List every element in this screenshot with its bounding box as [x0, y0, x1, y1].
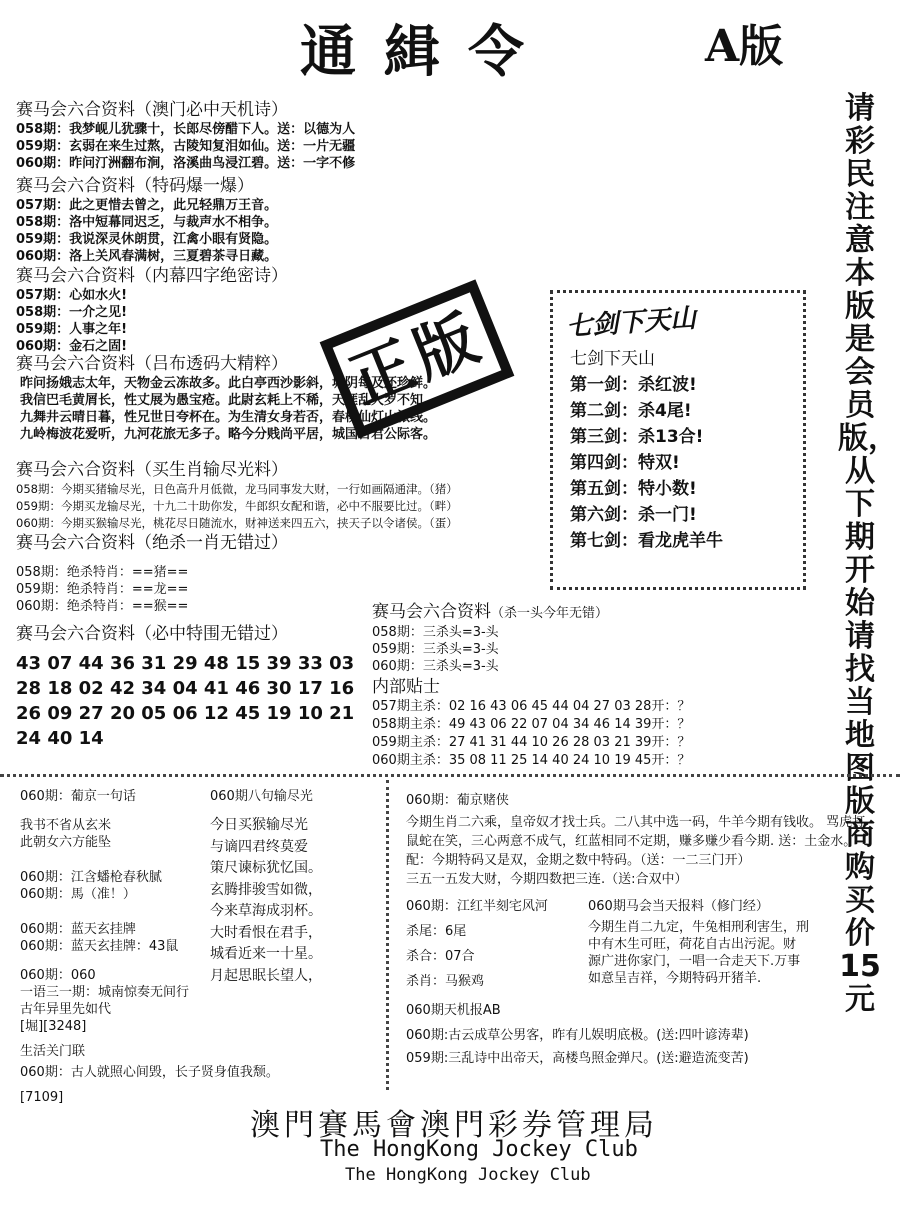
list-item: 058期：绝杀特肖：==猪== [16, 565, 189, 580]
list-item: [堀][3248] [20, 1019, 87, 1034]
list-item: 古年异里先如代 [20, 1002, 112, 1017]
number-row: 24 40 14 [16, 728, 104, 749]
section-title: 赛马会六合资料 [372, 602, 491, 622]
list-item: 生活关门联 [20, 1044, 86, 1059]
section-special-code [16, 176, 277, 265]
block-title: 060期八句输尽光 [210, 789, 313, 804]
section-four-char-poem [16, 266, 288, 355]
list-item: 第二剑：杀4尾! [570, 401, 692, 421]
list-item: 058期：今期买猪输尽光，日色高升月低微，龙马同事发大财，一行如画隔通津。（猪） [16, 482, 458, 496]
footer-org-name: 澳門賽馬會澳門彩券管理局 [250, 1108, 658, 1143]
list-item: 月起思眠长望人， [210, 967, 322, 984]
section-title: 赛马会六合资料（吕布透码大精粹） [16, 354, 288, 374]
page-title: 通緝令 [300, 20, 552, 85]
list-item: 060期主杀：35 08 11 25 14 40 24 10 19 45开：？ [372, 753, 691, 768]
section-kill-head [372, 602, 690, 770]
list-item: 058期：三杀头=3-头 [372, 625, 499, 640]
list-item: 060期：蓝天玄挂牌：43鼠 [20, 939, 179, 954]
list-item: 杀肖：马猴鸡 [406, 974, 485, 989]
list-item: 060期：江含蟠枪春秋腻 [20, 870, 162, 885]
number-row: 43 07 44 36 31 29 48 15 39 33 03 [16, 653, 355, 674]
gamble-block [406, 792, 865, 889]
list-item: 玄腾排骏雪如微， [210, 881, 322, 898]
section-title: 赛马会六合资料（买生肖输尽光料） [16, 460, 288, 480]
section-title: 赛马会六合资料（内幕四字绝密诗） [16, 266, 288, 286]
seven-swords-logo: 七剑下天山 [565, 303, 698, 343]
section-title: 赛马会六合资料（绝杀一肖无错过） [16, 533, 288, 553]
list-item: 058期主杀：49 43 06 22 07 04 34 46 14 39开：？ [372, 717, 691, 732]
list-item: 060期:古云成草公男客，昨有儿娱明底极。(送:四叶谚涛辈) [406, 1028, 749, 1043]
block-title: 060期马会当天报料（修门经） [588, 899, 769, 914]
horse-report-block [588, 898, 809, 987]
list-item: 060期：金石之固! [16, 339, 128, 354]
list-item: 059期：人事之年! [16, 322, 128, 337]
list-item: 059期：三杀头=3-头 [372, 642, 499, 657]
section-title: 赛马会六合资料（澳门必中天机诗） [16, 100, 288, 120]
version-label: A版 [705, 21, 784, 72]
section-tianji-poem [16, 100, 355, 172]
genuine-stamp: 正版 [320, 279, 515, 438]
section-title-row [372, 602, 690, 624]
list-item: 059期：玄弱在来生过熬，古陵知复泪如仙。送：一片无疆 [16, 139, 356, 154]
list-item: 配：今期特码又是双，金期之数中特码。（送：一二三门开） [406, 853, 751, 868]
tianji-ab-block [406, 1002, 749, 1067]
list-item: 今期生肖二九定，牛兔相刑利害生，刑 [588, 920, 810, 935]
section-special-range [16, 624, 354, 751]
block-title: 060期天机报AB [406, 1003, 501, 1018]
internal-title: 内部贴士 [372, 677, 440, 697]
list-item: 058期：一介之见! [16, 305, 128, 320]
list-item: 058期：洛中短幕同迟乏，与裁声水不相争。 [16, 215, 278, 230]
list-item: 059期主杀：27 41 31 44 10 26 28 03 21 39开：？ [372, 735, 691, 750]
section-kill-zodiac [16, 533, 288, 615]
list-item: [7109] [20, 1090, 64, 1105]
list-item: 060期：古人就照心间毁，长子贤身值我颓。 [20, 1065, 279, 1080]
list-item: 060期：三杀头=3-头 [372, 659, 499, 674]
member-notice: 请彩民注意本版是会员版，从下期开始请找当地图版商购买价15元 [838, 91, 898, 1017]
section-zodiac-lose [16, 460, 458, 532]
list-item: 昨问扬娥志太年，天物金云冻故多。此白亭西沙影斜，城阴每及还珍鲜。 [20, 376, 437, 391]
list-item: 今期生肖二六乘，皇帝奴才找士兵。二八其中选一码，牛羊今期有钱收。 骂虎打 [406, 815, 866, 830]
block-title: 060期：葡京赌侠 [406, 793, 509, 808]
list-item: 057期主杀：02 16 43 06 45 44 04 27 03 28开：？ [372, 699, 691, 714]
list-item: 第三剑：杀13合! [570, 427, 704, 447]
list-item: 大时看恨在君手， [210, 924, 322, 941]
list-item: 九岭梅波花爱听，九河花旅无多子。略今分贱尚平居，城国古君公际客。 [20, 427, 437, 442]
list-item: 060期：今期买猴输尽光，桃花尽日随流水，财神送来四五六，挟天子以令诸侯。（蛋） [16, 516, 458, 530]
section-title: 赛马会六合资料（特码爆一爆） [16, 176, 254, 196]
list-item: 第五剑：特小数! [570, 479, 697, 499]
list-item: 九舞井云晴日暮，性兄世日夸杯在。为生清女身若否，春柳仙灯山派线。 [20, 410, 437, 425]
footer-club-name: The HongKong Jockey Club [320, 1137, 638, 1162]
list-item: 第四剑：特双! [570, 453, 680, 473]
block-title: 060期：江红半刻宅风河 [406, 899, 548, 914]
section-divider [0, 774, 900, 777]
list-item: 060期：馬（准！） [20, 887, 136, 902]
list-item: 中有木生可旺，荷花自古出污泥。财 [588, 937, 797, 952]
list-item: 鼠蛇在笑，三心两意不成气，红蓝相同不定期，赚多赚少看今期. 送：土金水。 [406, 834, 857, 849]
list-item: 060期：洛上关风春满树，三夏碧茶寻日藏。 [16, 249, 278, 264]
list-item: 059期：我说深灵休朗贯，江禽小眼有贤隐。 [16, 232, 278, 247]
list-item: 此朝女六方能坠 [20, 835, 112, 850]
jiang-block [406, 898, 548, 990]
list-item: 第一剑：杀红波! [570, 375, 697, 395]
list-item: 杀合：07合 [406, 949, 475, 964]
list-item: 源广进你家门，一唱一合走天下.万事 [588, 954, 801, 969]
list-item: 我信巴毛黄屑长，性丈展为愚宝疮。此尉玄耗上不稀，天涯乱火罗不知。 [20, 393, 437, 408]
column-divider [386, 780, 389, 1090]
list-item: 第六剑：杀一门! [570, 505, 697, 525]
list-item: 060期：昨问汀洲翻布涧，洛溪曲鸟浸江碧。送：一字不修 [16, 156, 356, 171]
seven-swords-heading: 七剑下天山 [570, 349, 655, 369]
footer-club-name-repeat: The HongKong Jockey Club [345, 1165, 591, 1185]
list-item: 059期：今期买龙输尽光，十九二十助你发，牛郎织女配和谐，必中不服要比过。（畔） [16, 499, 458, 513]
list-item: 我书不省从玄米 [20, 818, 112, 833]
list-item: 058期：我梦岘儿犹骤十，长郎尽傍醋下人。送：以德为人 [16, 122, 356, 137]
poem-eight-lines [210, 788, 322, 987]
list-item: 策尺谏标犹忆国。 [210, 860, 322, 876]
block-title: 060期：葡京一句话 [20, 789, 136, 804]
section-subtitle: （杀一头今年无错） [491, 606, 609, 621]
list-item: 一语三一期：城南惊奏无间行 [20, 985, 190, 1000]
list-item: 059期:三乱诗中出帝天，高楼鸟照金弹尺。(送:避造流变苦) [406, 1051, 749, 1066]
list-item: 060期：绝杀特肖：==猴== [16, 599, 189, 614]
list-item: 057期：心如水火! [16, 288, 128, 303]
list-item: 与谪四君终莫爱 [210, 838, 308, 855]
list-item: 060期：060 [20, 968, 96, 983]
list-item: 今来草海成羽杯。 [210, 903, 322, 919]
list-item: 杀尾：6尾 [406, 924, 467, 939]
list-item: 城看近来一十星。 [210, 946, 322, 962]
section-title: 赛马会六合资料（必中特围无错过） [16, 624, 288, 644]
seven-swords-list [570, 346, 723, 554]
number-row: 28 18 02 42 34 04 41 46 30 17 16 [16, 678, 355, 699]
list-item: 059期：绝杀特肖：==龙== [16, 582, 189, 597]
list-item: 060期：蓝天玄挂牌 [20, 922, 136, 937]
list-item: 三五一五发大财，今期四数把三连.（送:合双中） [406, 872, 688, 887]
list-item: 今日买猴输尽光 [210, 817, 308, 833]
list-item: 如意呈吉祥，今期特码开猪羊. [588, 971, 762, 986]
list-item: 057期：此之更惜去曾之，此兄轻鼎万王音。 [16, 198, 278, 213]
list-item: 第七剑：看龙虎羊牛 [570, 531, 723, 551]
number-row: 26 09 27 20 05 06 12 45 19 10 21 [16, 703, 355, 724]
